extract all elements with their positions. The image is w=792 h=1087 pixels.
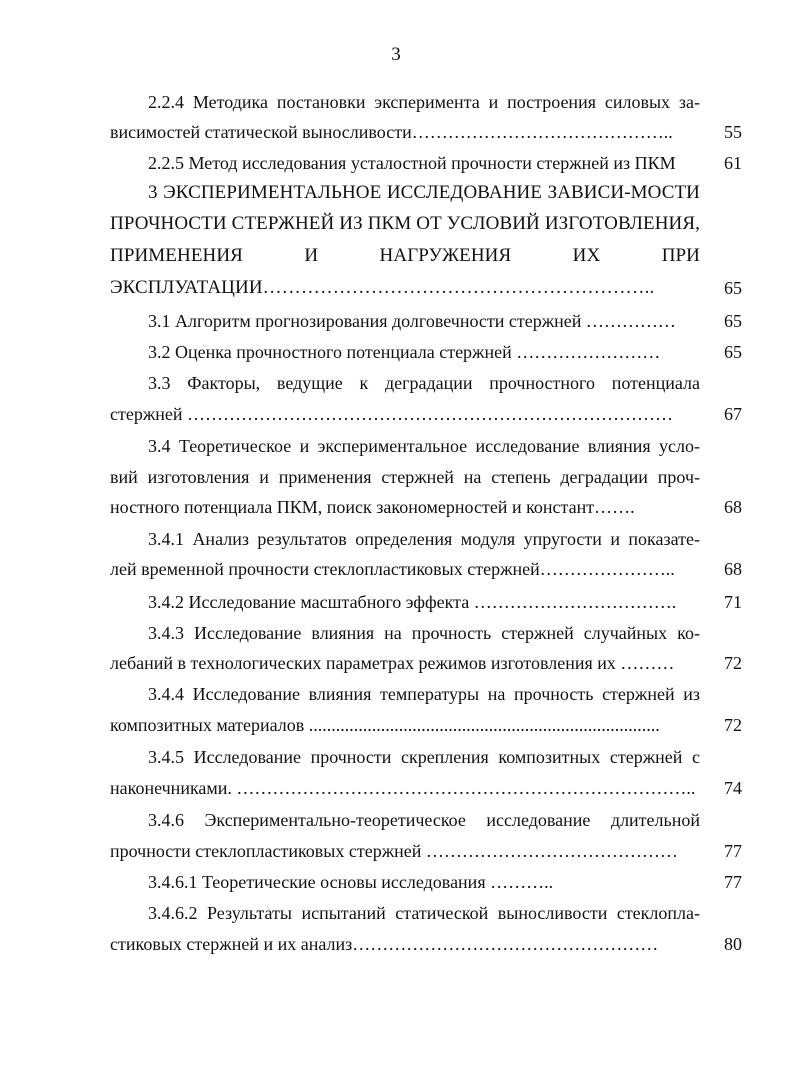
toc-entry-3-4-5-line-1: 3.4.5 Исследование прочности скрепления композитных стержней с — [148, 747, 700, 767]
toc-entry-2-2-5-line-1: 2.2.5 Метод исследования усталостной прочности стержней из ПКМ — [148, 153, 676, 173]
toc-entry-3-4-4-line-1: 3.4.4 Исследование влияния температуры на прочность стержней из — [148, 684, 700, 704]
toc-page-3-1: 65 — [724, 311, 742, 331]
toc-entry-3-1-line-1: 3.1 Алгоритм прогнозирования долговечности стержней …………… — [148, 311, 676, 331]
toc-page-3-3: 67 — [724, 404, 742, 424]
toc-entry-3-3-line-2: стержней ……………………………………………………………………… — [110, 404, 674, 424]
toc-entry-3-4-line-3: ностного потенциала ПКМ, поиск закономерностей и констант……. — [110, 497, 635, 517]
toc-entry-3-4-6-1-line-1: 3.4.6.1 Теоретические основы исследования ……….. — [148, 872, 554, 892]
toc-entry-3-4-4-line-2: композитных материалов .............................................................................. — [110, 715, 660, 735]
toc-page-3-4-1: 68 — [724, 559, 742, 579]
toc-entry-3-line-3: ПРИМЕНЕНИЯ И НАГРУЖЕНИЯ ИХ ПРИ — [110, 245, 700, 266]
toc-entry-3-4-1-line-2: лей временной прочности стеклопластиковых стержней………………….. — [110, 559, 675, 579]
toc-page-3-4-4: 72 — [724, 715, 742, 735]
toc-entry-2-2-4-line-1: 2.2.4 Методика постановки эксперимента и построения силовых за- — [148, 92, 700, 112]
toc-entry-3-4-6-2-line-2: стиковых стержней и их анализ…………………………………………… — [110, 934, 659, 954]
toc-page-3-4-2: 71 — [724, 592, 742, 612]
toc-page-3-4-5: 74 — [724, 778, 742, 798]
toc-entry-3-line-4: ЭКСПЛУАТАЦИИ…………………………………………………….. — [110, 277, 655, 298]
toc-entry-3-4-line-1: 3.4 Теоретическое и экспериментальное исследование влияния усло- — [148, 436, 700, 456]
toc-entry-3-4-1-line-1: 3.4.1 Анализ результатов определения модуля упругости и показате- — [148, 529, 700, 549]
toc-entry-3-4-3-line-1: 3.4.3 Исследование влияния на прочность стержней случайных ко- — [148, 623, 700, 643]
toc-entry-2-2-4-line-2: висимостей статической выносливости…………………………………….. — [110, 122, 673, 142]
toc-page-3-2: 65 — [724, 342, 742, 362]
toc-entry-3-4-6-line-1: 3.4.6 Экспериментально-теоретическое исследование длительной — [148, 810, 700, 830]
toc-entry-3-4-5-line-2: наконечниками. ………………………………………………………………….. — [110, 778, 696, 798]
toc-entry-3-4-6-line-2: прочности стеклопластиковых стержней …………………………………… — [110, 841, 678, 861]
page-number: 3 — [391, 44, 401, 65]
toc-page-3-4: 68 — [724, 497, 742, 517]
toc-entry-3-4-2-line-1: 3.4.2 Исследование масштабного эффекта ……………………………. — [148, 592, 677, 612]
toc-page-3-4-6: 77 — [724, 841, 742, 861]
toc-page-3-4-6-2: 80 — [724, 934, 742, 954]
toc-entry-3-line-1: 3 ЭКСПЕРИМЕНТАЛЬНОЕ ИССЛЕДОВАНИЕ ЗАВИСИ-МОСТИ — [148, 182, 700, 203]
toc-page-3: 65 — [724, 278, 742, 298]
toc-entry-3-2-line-1: 3.2 Оценка прочностного потенциала стержней …………………… — [148, 342, 661, 362]
toc-entry-3-4-3-line-2: лебаний в технологических параметрах режимов изготовления их ……… — [110, 653, 675, 673]
toc-entry-3-line-2: ПРОЧНОСТИ СТЕРЖНЕЙ ИЗ ПКМ ОТ УСЛОВИЙ ИЗГОТОВЛЕНИЯ, — [110, 213, 700, 234]
toc-page-2-2-4: 55 — [724, 122, 742, 142]
toc-page-2-2-5: 61 — [724, 153, 742, 173]
toc-page-3-4-3: 72 — [724, 653, 742, 673]
toc-entry-3-4-6-2-line-1: 3.4.6.2 Результаты испытаний статической выносливости стеклопла- — [148, 903, 700, 923]
toc-entry-3-3-line-1: 3.3 Факторы, ведущие к деградации прочностного потенциала — [148, 373, 700, 393]
toc-page-3-4-6-1: 77 — [724, 872, 742, 892]
toc-entry-3-4-line-2: вий изготовления и применения стержней на степень деградации проч- — [110, 467, 700, 487]
